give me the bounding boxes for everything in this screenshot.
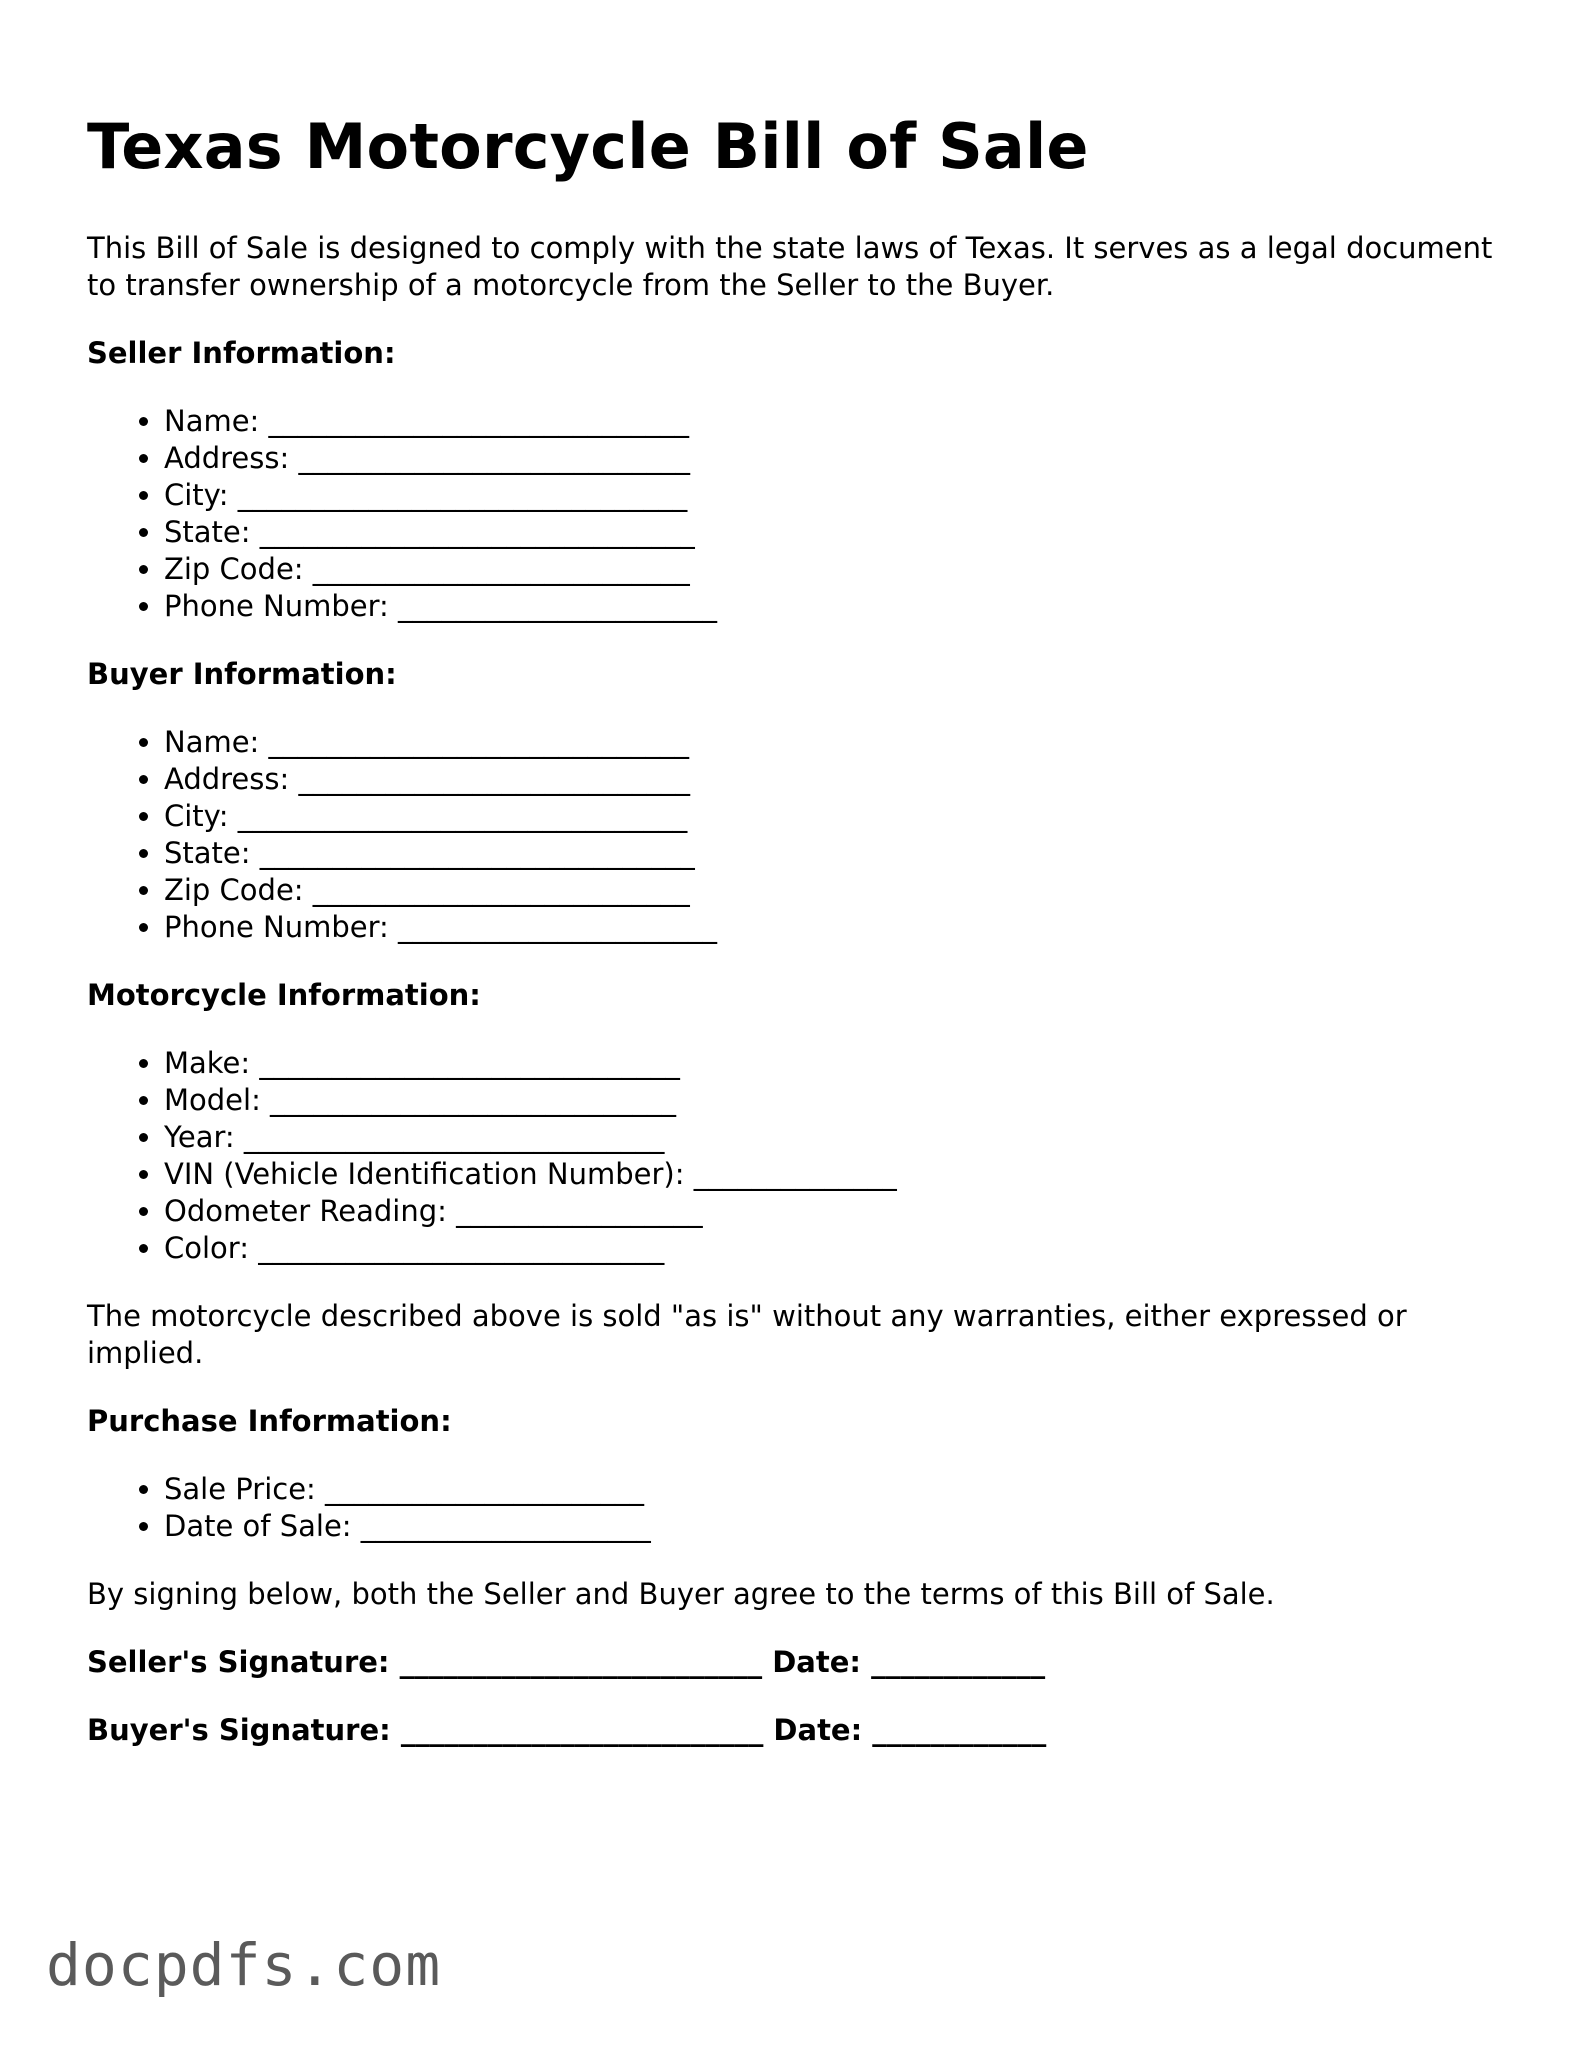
motorcycle-vin-field: • VIN (Vehicle Identification Number): ______________ xyxy=(164,1156,1507,1193)
buyer-address-field: • Address: ___________________________ xyxy=(164,761,1507,798)
document-title: Texas Motorcycle Bill of Sale xyxy=(87,110,1089,183)
watermark-logo: docpdfs.com xyxy=(46,1931,442,1999)
buyer-phone-field: • Phone Number: ______________________ xyxy=(164,909,1507,946)
document-page xyxy=(87,110,1507,1780)
buyer-signature-line xyxy=(87,1712,1507,1749)
buyer-field-list xyxy=(87,724,1507,946)
seller-signature-text: Seller's Signature: _________________________ Date: ____________ xyxy=(87,1645,1046,1679)
buyer-heading: Buyer Information: xyxy=(87,657,397,691)
seller-zip-field: • Zip Code: __________________________ xyxy=(164,551,1507,588)
motorcycle-odometer-field: • Odometer Reading: _________________ xyxy=(164,1193,1507,1230)
buyer-signature-text: Buyer's Signature: _________________________ Date: ____________ xyxy=(87,1713,1047,1747)
seller-signature-line xyxy=(87,1644,1507,1681)
motorcycle-make-field: • Make: _____________________________ xyxy=(164,1045,1507,1082)
buyer-state-field: • State: ______________________________ xyxy=(164,835,1507,872)
buyer-zip-field: • Zip Code: __________________________ xyxy=(164,872,1507,909)
seller-name-field: • Name: _____________________________ xyxy=(164,403,1507,440)
motorcycle-color-field: • Color: ____________________________ xyxy=(164,1230,1507,1267)
purchase-field-list xyxy=(87,1471,1507,1545)
buyer-name-field: • Name: _____________________________ xyxy=(164,724,1507,761)
seller-phone-field: • Phone Number: ______________________ xyxy=(164,588,1507,625)
date-of-sale-field: • Date of Sale: ____________________ xyxy=(164,1508,1507,1545)
intro-paragraph: This Bill of Sale is designed to comply with the state laws of Texas. It serves as a legal document to transfer ownership of a motorcycle from the Seller to the Buyer. xyxy=(87,231,1493,302)
agreement-statement: By signing below, both the Seller and Buyer agree to the terms of this Bill of Sale. xyxy=(87,1577,1275,1611)
seller-field-list xyxy=(87,403,1507,625)
motorcycle-field-list xyxy=(87,1045,1507,1267)
buyer-city-field: • City: _______________________________ xyxy=(164,798,1507,835)
seller-city-field: • City: _______________________________ xyxy=(164,477,1507,514)
motorcycle-year-field: • Year: _____________________________ xyxy=(164,1119,1507,1156)
seller-address-field: • Address: ___________________________ xyxy=(164,440,1507,477)
seller-heading: Seller Information: xyxy=(87,336,396,370)
as-is-statement: The motorcycle described above is sold "as is" without any warranties, either expressed or implied. xyxy=(87,1299,1407,1370)
motorcycle-heading: Motorcycle Information: xyxy=(87,978,481,1012)
purchase-heading: Purchase Information: xyxy=(87,1404,452,1438)
sale-price-field: • Sale Price: ______________________ xyxy=(164,1471,1507,1508)
motorcycle-model-field: • Model: ____________________________ xyxy=(164,1082,1507,1119)
seller-state-field: • State: ______________________________ xyxy=(164,514,1507,551)
